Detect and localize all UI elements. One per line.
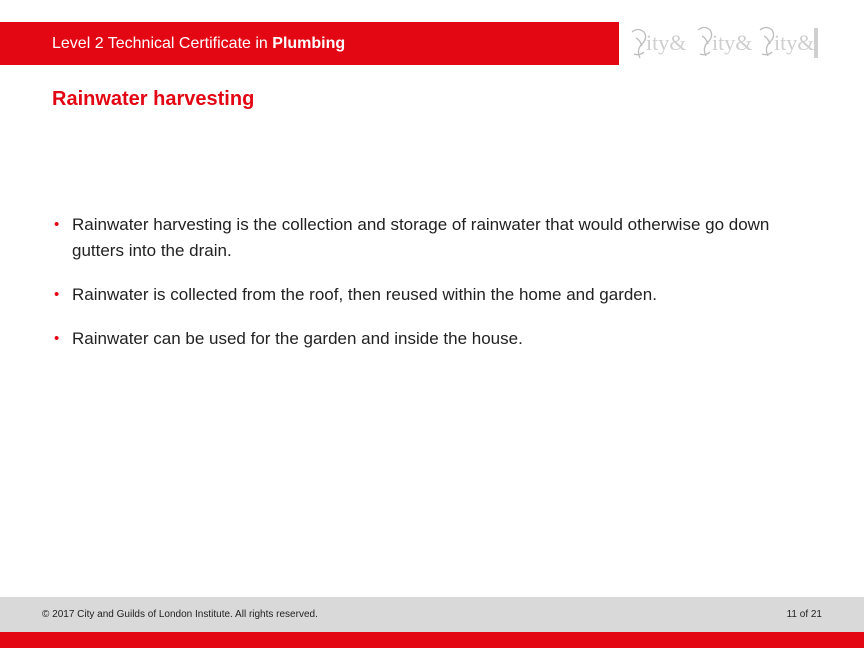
city-and-guilds-logo xyxy=(626,24,822,64)
copyright-notice: © 2017 City and Guilds of London Institute. All rights reserved. xyxy=(42,609,318,620)
svg-text:ity&: ity& xyxy=(774,30,815,55)
bullet-item xyxy=(52,212,822,264)
header-bar xyxy=(0,22,619,65)
page-indicator: 11 of 21 xyxy=(786,609,822,620)
bullet-item xyxy=(52,326,822,352)
footer-red-bar xyxy=(0,632,864,648)
bullet-text: Rainwater is collected from the roof, then reused within the home and garden. xyxy=(72,285,657,304)
bullet-dot-icon: • xyxy=(54,216,60,233)
svg-text:ity&: ity& xyxy=(646,30,687,55)
bullet-list xyxy=(52,212,822,370)
bullet-dot-icon: • xyxy=(54,330,60,347)
slide-title: Rainwater harvesting xyxy=(52,88,255,110)
footer-band xyxy=(0,597,864,632)
bullet-item xyxy=(52,282,822,308)
bullet-dot-icon: • xyxy=(54,286,60,303)
course-title-prefix: Level 2 Technical Certificate in xyxy=(52,35,273,52)
course-title xyxy=(52,34,345,54)
bullet-text: Rainwater harvesting is the collection and storage of rainwater that would otherwise go down gutters into the drain. xyxy=(72,215,770,260)
svg-text:ity&: ity& xyxy=(712,30,753,55)
course-title-subject: Plumbing xyxy=(272,35,346,52)
bullet-text: Rainwater can be used for the garden and inside the house. xyxy=(72,329,523,348)
